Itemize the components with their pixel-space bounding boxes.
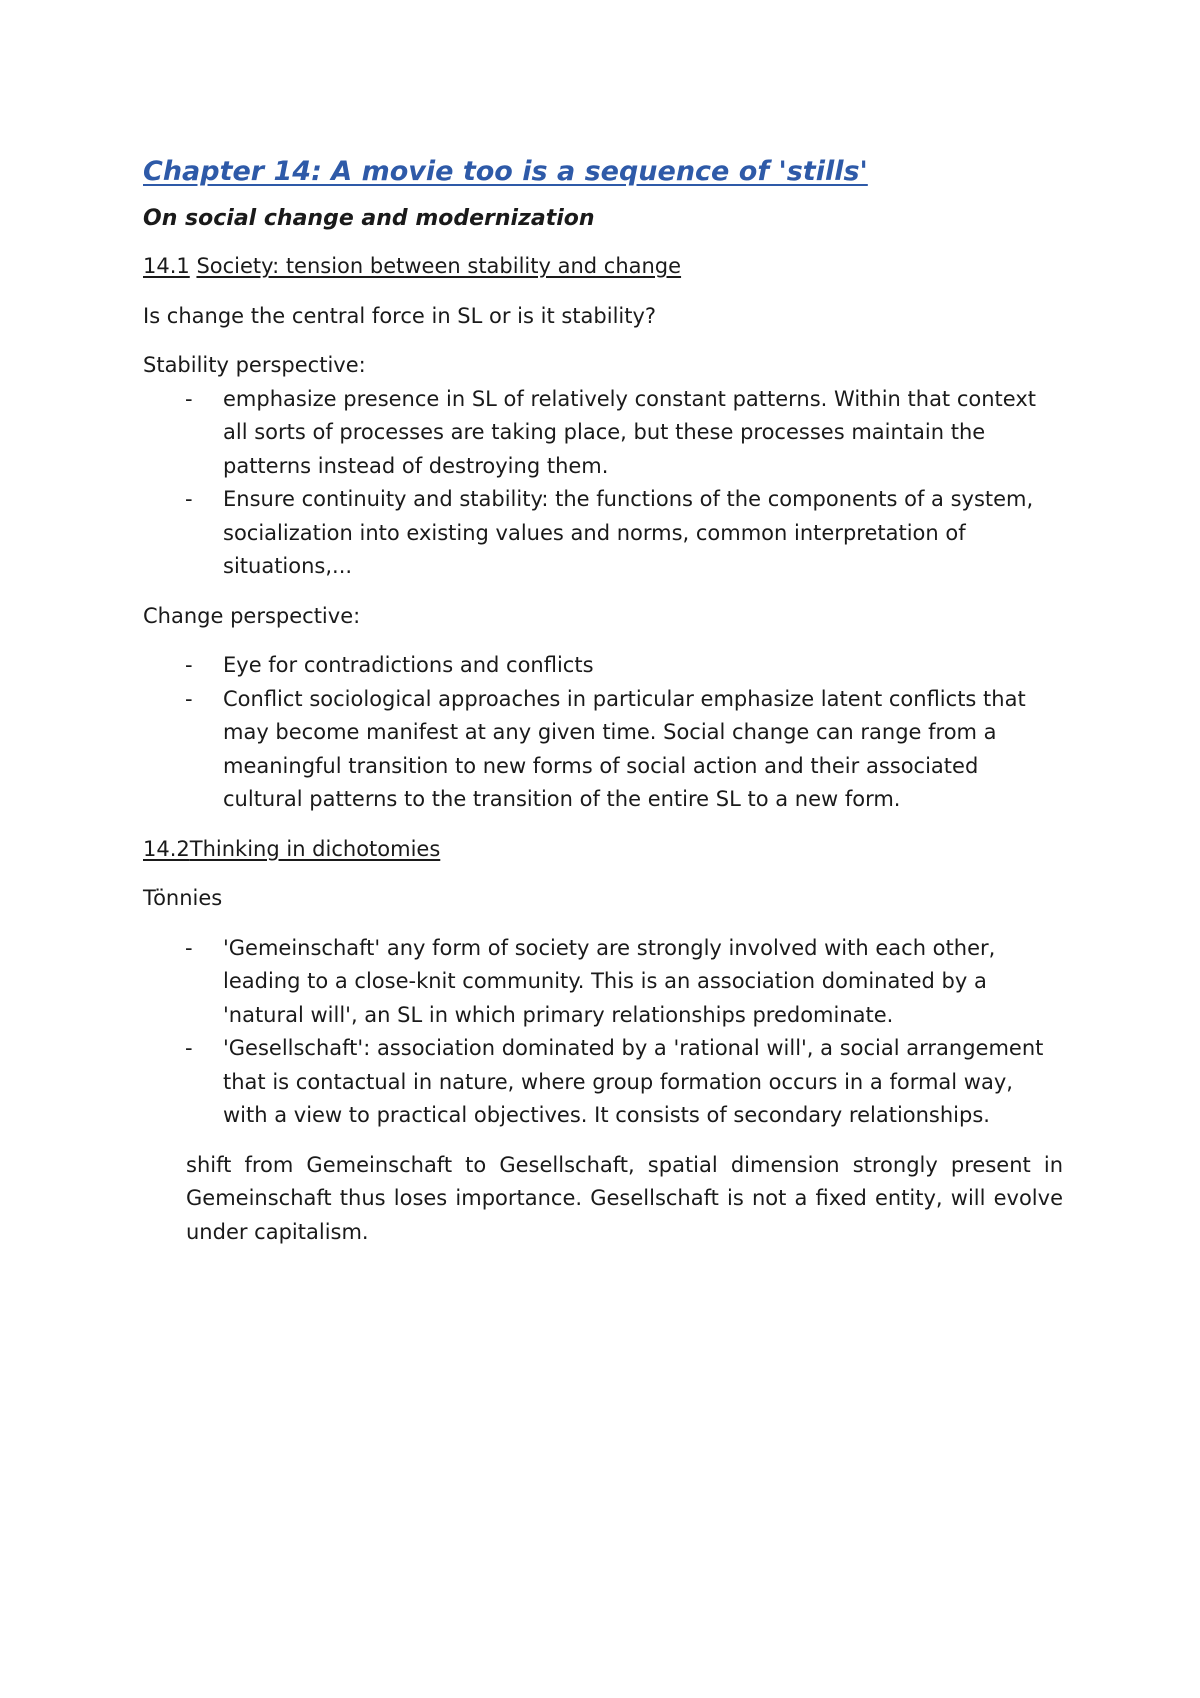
list-item <box>143 1032 1063 1133</box>
stability-perspective-list <box>143 383 1063 584</box>
change-perspective-label: Change perspective: <box>143 603 361 628</box>
section-title: Thinking in dichotomies <box>189 836 441 861</box>
list-item-text: Ensure continuity and stability: the functions of the components of a system, socialization into existing values and norms, common interpretation of situations,... <box>223 487 1034 578</box>
dash-bullet: - <box>185 386 193 411</box>
list-item <box>143 932 1063 1033</box>
dash-bullet: - <box>185 686 193 711</box>
chapter-title: Chapter 14: A movie too is a sequence of 'stills' <box>143 156 868 187</box>
section-number: 14.2 <box>143 836 190 861</box>
list-item-text: 'Gesellschaft': association dominated by a 'rational will', a social arrangement that is contactual in nature, where group formation occurs in a formal way, with a view to practical objectives. It consists of secondary relationships. <box>223 1036 1044 1127</box>
list-item <box>143 683 1063 817</box>
central-question: Is change the central force in SL or is it stability? <box>143 303 657 328</box>
list-item-text: Conflict sociological approaches in particular emphasize latent conflicts that may become manifest at any given time. Social change can range from a meaningful transition to new forms of social action and their associated cultural patterns to the transition of the entire SL to a new form. <box>223 686 1026 811</box>
chapter-subtitle: On social change and modernization <box>143 206 595 231</box>
dash-bullet: - <box>185 653 193 677</box>
list-item-text: Eye for contradictions and conflicts <box>223 653 594 677</box>
section-heading-14-1 <box>143 250 1063 284</box>
dash-bullet: - <box>185 1036 193 1060</box>
section-number: 14.1 <box>143 254 190 278</box>
dichotomy-list <box>143 932 1063 1133</box>
section-title: Society: tension between stability and change <box>196 254 682 278</box>
list-item-text: emphasize presence in SL of relatively constant patterns. Within that context all sorts of processes are taking place, but these processes maintain the patterns instead of destroying them. <box>223 386 1036 478</box>
list-item-text: 'Gemeinschaft' any form of society are strongly involved with each other, leading to a close-knit community. This is an association dominated by a 'natural will', an SL in which primary relationships predominate. <box>223 935 996 1027</box>
author-name: Tönnies <box>143 886 223 910</box>
list-item <box>143 649 1063 683</box>
document-body <box>143 152 1063 1249</box>
stability-perspective-label: Stability perspective: <box>143 353 366 377</box>
change-perspective-list <box>143 649 1063 817</box>
closing-paragraph: shift from Gemeinschaft to Gesellschaft, spatial dimension strongly present in Gemeinschaft thus loses importance. Gesellschaft is not a fixed entity, will evolve under capitalism. <box>186 1152 1063 1244</box>
dash-bullet: - <box>185 487 193 511</box>
list-item <box>143 383 1063 484</box>
section-heading-14-2 <box>143 833 1063 867</box>
list-item <box>143 483 1063 584</box>
dash-bullet: - <box>185 935 193 960</box>
